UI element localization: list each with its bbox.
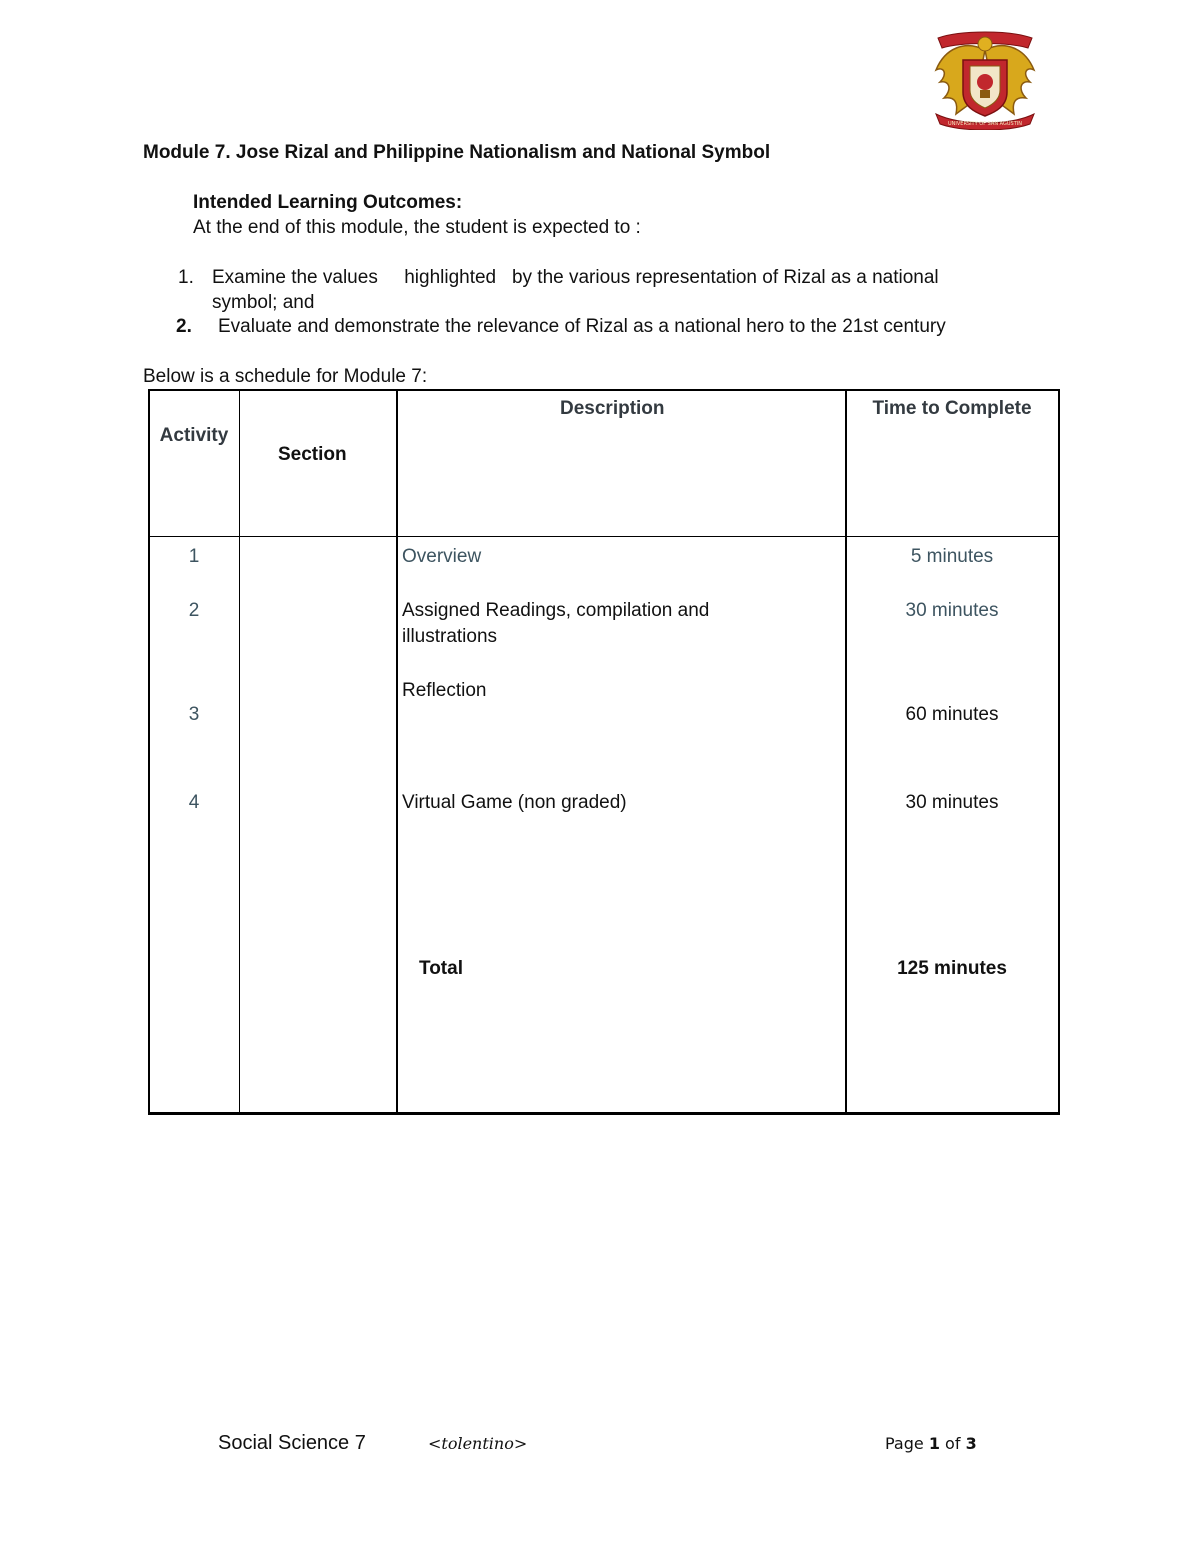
table-border-top [148, 389, 1060, 391]
page-mid: of [939, 1434, 966, 1453]
table-border-right [1058, 389, 1060, 1115]
outcomes-heading: Intended Learning Outcomes: [193, 192, 463, 213]
document-title: Module 7. Jose Rizal and Philippine Nationalism and National Symbol [143, 142, 771, 163]
page-current: 1 [928, 1434, 940, 1453]
table-divider [239, 389, 240, 1115]
activity-number: 2 [188, 600, 200, 621]
outcome-text: Evaluate and demonstrate the relevance of Rizal as a national hero to the 21st century [218, 316, 946, 337]
page-prefix: Page [885, 1434, 929, 1453]
footer-course: Social Science 7 [218, 1432, 366, 1454]
page-total: 3 [965, 1434, 977, 1453]
table-divider [396, 389, 398, 1115]
activity-description: Overview [402, 546, 482, 567]
activity-description: Assigned Readings, compilation and [402, 600, 710, 621]
svg-text:UNIVERSITY OF SAN AGUSTIN: UNIVERSITY OF SAN AGUSTIN [947, 121, 1023, 127]
outcome-number: 2. [176, 316, 192, 337]
total-label: Total [419, 958, 463, 979]
header-section: Section [278, 444, 347, 465]
activity-number: 4 [188, 792, 200, 813]
activity-number: 3 [188, 704, 200, 725]
activity-time: 60 minutes [905, 704, 999, 725]
activity-time: 30 minutes [905, 600, 999, 621]
schedule-table [148, 389, 1060, 1115]
table-border-left [148, 389, 150, 1115]
activity-number: 1 [188, 546, 200, 567]
outcome-text: Examine the values highlighted by the various representation of Rizal as a national [212, 267, 939, 288]
outcome-text-continued: symbol; and [212, 292, 315, 313]
footer-signature: <tolentino> [428, 1434, 528, 1453]
activity-description-continued: illustrations [402, 626, 498, 647]
outcomes-intro: At the end of this module, the student is expected to : [193, 217, 641, 238]
header-activity: Activity [159, 425, 229, 446]
header-description: Description [560, 398, 665, 419]
schedule-intro: Below is a schedule for Module 7: [143, 366, 428, 387]
activity-description: Reflection [402, 680, 487, 701]
table-border-bottom [148, 1112, 1060, 1115]
page-number [885, 1434, 977, 1453]
table-divider [845, 389, 847, 1115]
outcome-number: 1. [178, 267, 194, 288]
activity-description: Virtual Game (non graded) [402, 792, 627, 813]
activity-time: 30 minutes [905, 792, 999, 813]
header-time: Time to Complete [872, 398, 1032, 419]
total-value: 125 minutes [897, 958, 1007, 979]
activity-time: 5 minutes [910, 546, 994, 567]
university-seal-icon [930, 30, 1040, 130]
table-header-divider [148, 536, 1060, 537]
